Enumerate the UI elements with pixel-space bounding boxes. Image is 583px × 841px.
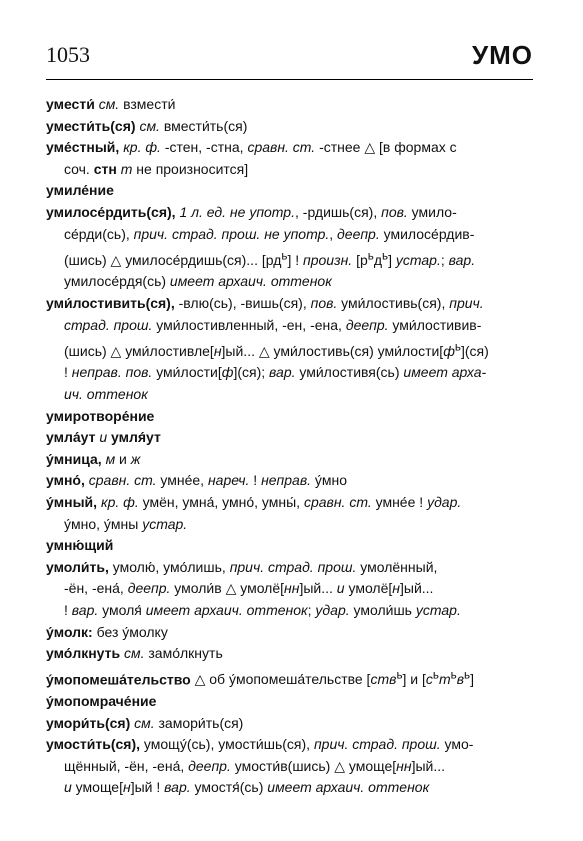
entry-text: -ён, -ена́, деепр. умоли́в △ умолё[нн]ый... и умолё[н]ый... (64, 580, 434, 597)
entry-continuation (46, 384, 533, 406)
entry-continuation (46, 362, 533, 384)
entry-text: сравн. ст. умне́е, нареч. ! неправ. у́мно (88, 472, 348, 489)
entry-text: и умоще[н]ый ! вар. умостя́(сь) имеет архаич. оттенок (64, 779, 430, 796)
entry-text: ! неправ. пов. уми́лости[ф](ся); вар. уми́лостивя(сь) имеет арха- (64, 364, 487, 381)
entry-text: страд. прош. уми́лостивленный, -ен, -ена, деепр. уми́лостивив- (64, 316, 482, 333)
entry-continuation (46, 514, 533, 536)
headword: умиле́ние (46, 182, 114, 199)
entry-text: без у́молку (96, 623, 168, 640)
headword: умости́ть(ся), (46, 736, 141, 753)
headword: умо́лкнуть (46, 645, 121, 662)
entry-continuation (46, 777, 533, 799)
headword: умести́ть(ся) (46, 117, 136, 134)
entry-text: у́мно, у́мны устар. (64, 515, 188, 532)
entry-text: умолю́, умо́лишь, прич. страд. прош. умолённый, (112, 558, 438, 575)
dictionary-entry (46, 293, 533, 315)
dictionary-entries (46, 94, 533, 799)
headword: умести́ (46, 96, 95, 112)
headword: умори́ть(ся) (46, 714, 131, 731)
entry-continuation (46, 336, 533, 362)
entry-continuation (46, 600, 533, 622)
headword: умню́щий (46, 537, 114, 554)
entry-text: 1 л. ед. не употр., -рдишь(ся), пов. умило- (179, 203, 457, 220)
entry-text: ! вар. умоля́ имеет архаич. оттенок; удар. умоли́шь устар. (64, 601, 461, 618)
entry-text: соч. стн т не произносится] (64, 160, 249, 177)
dictionary-entry (46, 492, 533, 514)
dictionary-entry (46, 535, 533, 557)
dictionary-entry (46, 137, 533, 159)
dictionary-entry (46, 665, 533, 691)
dictionary-entry (46, 202, 533, 224)
entry-text: см. вмести́ть(ся) (139, 117, 248, 134)
dictionary-entry (46, 470, 533, 492)
entry-continuation (46, 159, 533, 181)
headword: умоли́ть, (46, 558, 109, 575)
dictionary-entry (46, 94, 533, 116)
headword: уми́лостивить(ся), (46, 295, 175, 311)
dictionary-entry (46, 557, 533, 579)
entry-text: умощу́(сь), умости́шь(ся), прич. страд. прош. умо- (143, 736, 474, 753)
headword: у́мница, (46, 450, 102, 467)
entry-continuation (46, 224, 533, 246)
dictionary-entry (46, 116, 533, 138)
entry-text: △ об у́мопомеша́тельстве [ств$^ь$] и $[с^ьт^ьв^ь]$ (194, 668, 475, 688)
dictionary-entry (46, 713, 533, 735)
entry-text: -влю(сь), -вишь(ся), пов. уми́лостивь(ся), прич. (178, 295, 484, 311)
entry-text: см. замо́лкнуть (124, 645, 223, 662)
entry-text: (шись) △ умилосе́рдишь(ся)... $[рд^ь]$ ! произн. $[р^ьд^ь]$ устар.; вар. (64, 249, 476, 268)
entry-text: кр. ф. -стен, -стна, сравн. ст. -стнее △ [в формах с (123, 139, 457, 156)
headword: у́мопомеша́тельство (46, 671, 191, 688)
dictionary-entry (46, 691, 533, 713)
entry-text: и умля́ут (99, 429, 161, 446)
entry-text: ич. оттенок (64, 386, 148, 403)
dictionary-entry (46, 734, 533, 756)
entry-text: умилосе́рдя(сь) имеет архаич. оттенок (64, 273, 332, 290)
entry-continuation (46, 271, 533, 293)
entry-text: м и ж (105, 450, 141, 467)
dictionary-entry (46, 449, 533, 471)
headword: у́мный, (46, 494, 98, 510)
headword: уме́стный, (46, 139, 120, 156)
dictionary-entry (46, 427, 533, 449)
dictionary-entry (46, 406, 533, 428)
headword: умла́ут (46, 429, 96, 446)
entry-continuation (46, 756, 533, 778)
entry-continuation (46, 578, 533, 600)
headword: умиротворе́ние (46, 407, 155, 424)
header-rule (46, 79, 533, 80)
headword: у́мопомраче́ние (46, 693, 157, 709)
dictionary-entry (46, 180, 533, 202)
entry-text: см. взмести́ (98, 96, 176, 112)
guide-word: УМО (471, 40, 533, 70)
page-number: 1053 (46, 42, 90, 67)
entry-continuation (46, 315, 533, 337)
dictionary-entry (46, 622, 533, 644)
entry-text: (шись) △ уми́лостивле[н]ый... △ уми́лостивь(ся) $уми́лости[ф^ь](ся)$ (64, 340, 489, 359)
entry-text: се́рди(сь), прич. страд. прош. не употр., деепр. умилосе́рдив- (64, 225, 475, 242)
entry-text: щённый, -ён, -ена́, деепр. умости́в(шись) △ умоще[нн]ый... (64, 757, 446, 774)
dictionary-entry (46, 643, 533, 665)
entry-text: кр. ф. умён, умна́, умно́, умны́, сравн. ст. умне́е ! удар. (100, 494, 462, 510)
entry-continuation (46, 245, 533, 271)
running-header (46, 40, 533, 80)
headword: умно́, (46, 472, 85, 489)
entry-text: см. замори́ть(ся) (134, 714, 244, 731)
headword: у́молк: (46, 623, 93, 640)
headword: умилосе́рдить(ся), (46, 203, 176, 220)
